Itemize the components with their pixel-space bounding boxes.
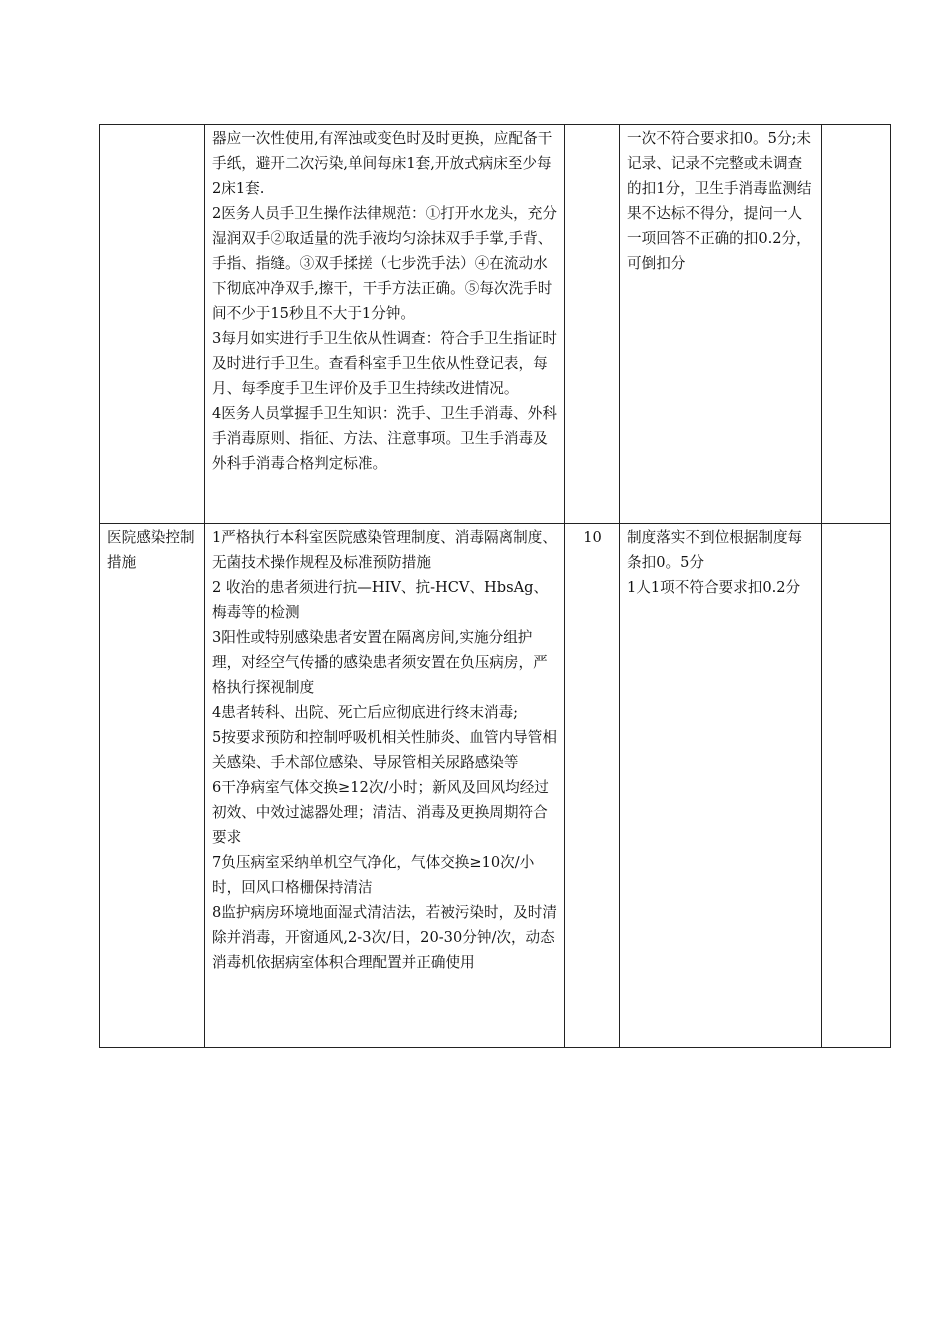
remark-cell — [822, 125, 891, 524]
content-line: 2医务人员手卫生操作法律规范：①打开水龙头，充分湿润双手②取适量的洗手液均匀涂抹双手手掌,手背、手指、指缝。③双手揉搓（七步洗手法）④在流动水下彻底冲净双手,擦干，干手方法正确。⑤每次洗手时间不少于15秒且不大于1分钟。 — [212, 205, 557, 322]
rule-line: 1人1项不符合要求扣0.2分 — [627, 579, 801, 596]
rule-cell — [620, 524, 822, 1048]
table-row — [100, 125, 891, 524]
content-line: 1严格执行本科室医院感染管理制度、消毒隔离制度、无菌技术操作规程及标准预防措施 — [212, 529, 557, 571]
assessment-table — [99, 124, 891, 1048]
rule-cell — [620, 125, 822, 524]
item-cell — [100, 125, 205, 524]
item-cell: 医院感染控制措施 — [100, 524, 205, 1048]
content-line: 器应一次性使用,有浑浊或变色时及时更换，应配备干手纸，避开二次污染,单间每床1套,开放式病床至少每2床1套. — [212, 130, 553, 197]
rule-line: 一次不符合要求扣0。5分;未记录、记录不完整或未调查的扣1分，卫生手消毒监测结果不达标不得分，提问一人一项回答不正确的扣0.2分，可倒扣分 — [627, 130, 812, 272]
content-cell — [205, 524, 565, 1048]
content-line: 8监护病房环境地面湿式清洁法，若被污染时，及时清除并消毒，开窗通风,2-3次/日，20-30分钟/次，动态消毒机依据病室体积合理配置并正确使用 — [212, 904, 557, 971]
content-line: 2 收治的患者须进行抗—HIV、抗-HCV、HbsAg、梅毒等的检测 — [212, 579, 549, 621]
content-line: 4患者转科、出院、死亡后应彻底进行终末消毒; — [212, 704, 519, 721]
remark-cell — [822, 524, 891, 1048]
score-cell — [565, 125, 620, 524]
score-cell: 10 — [565, 524, 620, 1048]
content-line: 4医务人员掌握手卫生知识：洗手、卫生手消毒、外科手消毒原则、指征、方法、注意事项。卫生手消毒及外科手消毒合格判定标准。 — [212, 405, 557, 472]
content-line: 3阳性或特别感染患者安置在隔离房间,实施分组护理，对经空气传播的感染患者须安置在负压病房，严格执行探视制度 — [212, 629, 548, 696]
content-line: 5按要求预防和控制呼吸机相关性肺炎、血管内导管相关感染、手术部位感染、导尿管相关尿路感染等 — [212, 729, 557, 771]
rule-line: 制度落实不到位根据制度每条扣0。5分 — [627, 529, 803, 571]
table-row — [100, 524, 891, 1048]
content-line: 6干净病室气体交换≥12次/小时；新风及回风均经过初效、中效过滤器处理；清洁、消毒及更换周期符合要求 — [212, 779, 549, 846]
content-cell — [205, 125, 565, 524]
content-line: 3每月如实进行手卫生依从性调查：符合手卫生指证时及时进行手卫生。查看科室手卫生依从性登记表，每月、每季度手卫生评价及手卫生持续改进情况。 — [212, 330, 557, 397]
content-line: 7负压病室采纳单机空气净化，气体交换≥10次/小时，回风口格栅保持清洁 — [212, 854, 535, 896]
